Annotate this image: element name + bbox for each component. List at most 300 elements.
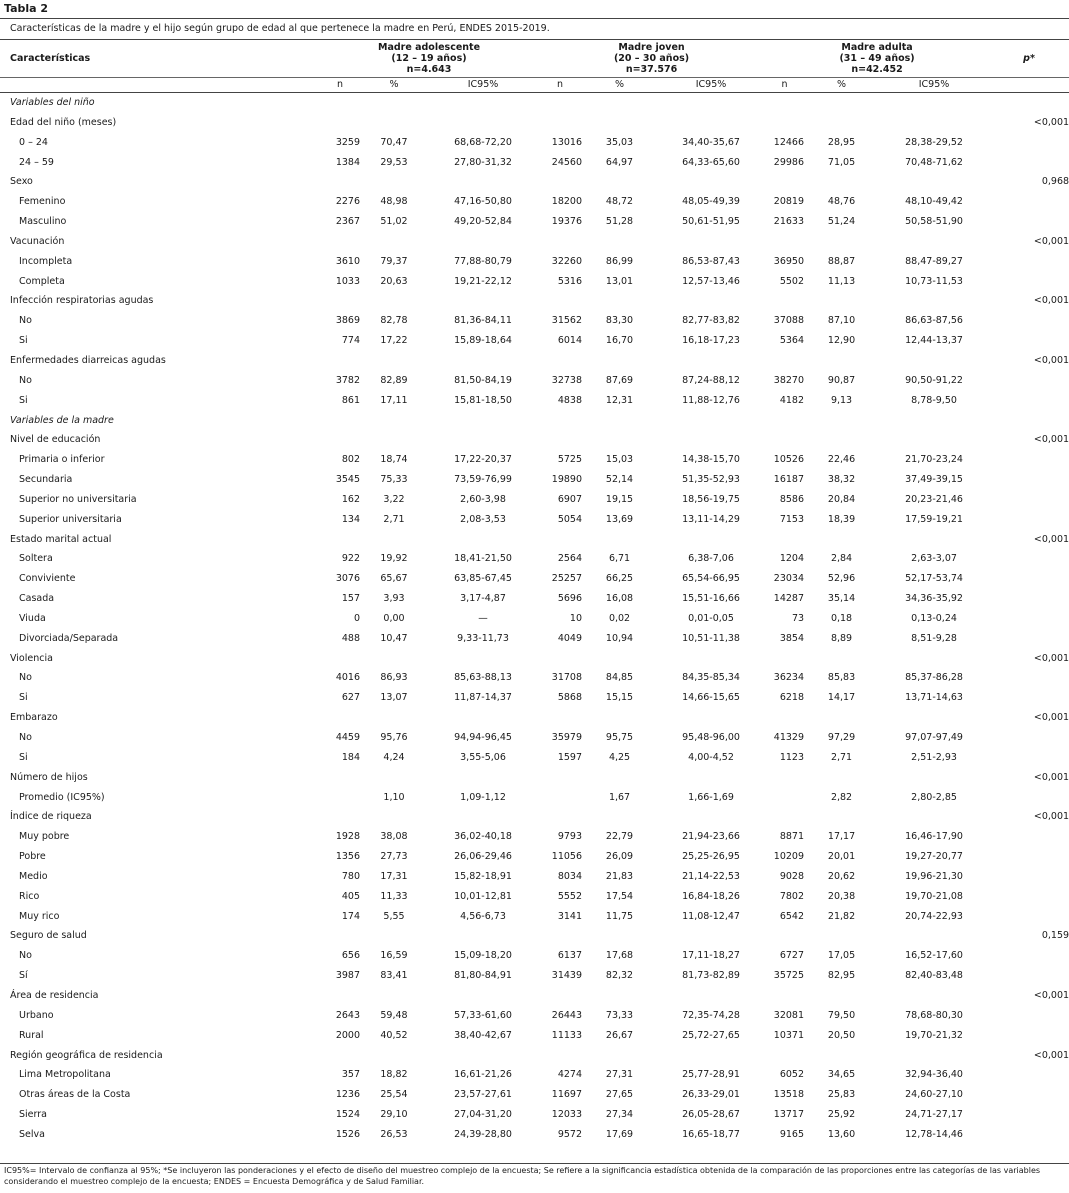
cell-n: 4049 xyxy=(557,632,583,644)
cell-pct: 0,02 xyxy=(608,612,631,624)
cell-pct: 3,93 xyxy=(383,593,405,605)
cell-n: 1123 xyxy=(779,751,805,763)
cell-pct: 87,10 xyxy=(827,315,856,327)
cell-n: 11056 xyxy=(551,851,583,863)
cell-ic95: 95,48-96,00 xyxy=(682,732,740,743)
cell-n: 5316 xyxy=(557,275,583,287)
cell-ic95: 72,35-74,28 xyxy=(682,1009,740,1021)
category-label: No xyxy=(19,315,32,327)
cell-pct: 26,67 xyxy=(605,1029,634,1041)
cell-n: 3782 xyxy=(335,374,360,386)
cell-empty xyxy=(657,113,765,133)
cell-p-value: <0,001 xyxy=(1033,771,1069,783)
cell-empty xyxy=(879,113,989,133)
cell-pct: 95,76 xyxy=(380,732,408,743)
category-row xyxy=(0,1006,1069,1026)
category-row xyxy=(0,450,1069,470)
cell-n: 1524 xyxy=(335,1109,360,1121)
cell-pct: 11,13 xyxy=(827,275,856,287)
variable-row xyxy=(0,351,1069,371)
cell-pct: 14,17 xyxy=(827,692,856,704)
group-range: (31 – 49 años) xyxy=(839,53,915,64)
cell-empty xyxy=(320,113,360,133)
cell-pct: 51,02 xyxy=(380,216,408,228)
cell-empty xyxy=(657,172,765,192)
cell-p-value: <0,001 xyxy=(1033,295,1069,307)
cell-empty xyxy=(582,113,657,133)
cell-ic95: 2,80-2,85 xyxy=(911,791,957,803)
cell-n: 5364 xyxy=(779,335,805,347)
cell-empty xyxy=(989,609,1069,629)
cell-pct: 29,10 xyxy=(380,1109,408,1121)
cell-ic95: 37,49-39,15 xyxy=(905,474,963,486)
category-label: Viuda xyxy=(19,612,46,624)
cell-empty xyxy=(320,649,360,669)
category-row xyxy=(0,549,1069,569)
cell-empty xyxy=(879,291,989,311)
cell-empty xyxy=(582,708,657,728)
cell-ic95: 20,23-21,46 xyxy=(905,493,963,505)
category-label: Rural xyxy=(19,1029,44,1041)
category-row xyxy=(0,490,1069,510)
cell-ic95: 12,78-14,46 xyxy=(905,1128,963,1140)
cell-pct: 82,78 xyxy=(380,315,408,327)
section-label: Variables del niño xyxy=(10,97,95,108)
cell-pct: 10,94 xyxy=(605,632,634,644)
category-row xyxy=(0,728,1069,748)
cell-ic95: 50,58-51,90 xyxy=(905,216,963,228)
variable-label: Vacunación xyxy=(10,235,65,247)
cell-pct: 2,84 xyxy=(830,553,853,565)
cell-empty xyxy=(989,272,1069,292)
cell-n: 32738 xyxy=(551,374,583,386)
cell-pct: 70,47 xyxy=(380,136,408,148)
cell-empty xyxy=(989,827,1069,847)
cell-pct: 79,50 xyxy=(827,1009,856,1021)
cell-n: 36234 xyxy=(773,672,805,684)
cell-pct: 17,68 xyxy=(605,950,634,962)
cell-empty xyxy=(582,430,657,450)
cell-ic95: 49,20-52,84 xyxy=(454,216,512,228)
cell-empty xyxy=(360,411,428,431)
cell-empty xyxy=(989,470,1069,490)
cell-pct: 82,32 xyxy=(605,970,634,982)
cell-pct: 95,75 xyxy=(605,732,634,743)
cell-ic95: 24,71-27,17 xyxy=(905,1109,963,1121)
variable-label: Infección respiratorias agudas xyxy=(10,295,154,307)
variable-label: Número de hijos xyxy=(10,771,88,783)
cell-empty xyxy=(989,1105,1069,1125)
cell-pct: 6,71 xyxy=(608,553,631,565)
cell-n: 73 xyxy=(791,612,805,624)
cell-pct: 22,79 xyxy=(605,831,634,843)
group-range: (12 – 19 años) xyxy=(391,53,467,64)
cell-p-value: <0,001 xyxy=(1033,989,1069,1001)
cell-ic95: 2,60-3,98 xyxy=(460,493,506,505)
table-label: Tabla 2 xyxy=(4,2,49,15)
cell-empty xyxy=(804,986,879,1006)
section-row xyxy=(0,93,1069,113)
cell-empty xyxy=(989,569,1069,589)
cell-ic95: 25,72-27,65 xyxy=(682,1029,740,1041)
header-group-adulta xyxy=(765,40,989,78)
cell-pct: 64,97 xyxy=(605,156,634,168)
cell-n: 1356 xyxy=(335,851,360,863)
cell-pct: 17,22 xyxy=(380,335,408,347)
variable-label: Enfermedades diarreicas agudas xyxy=(10,354,166,366)
cell-empty xyxy=(360,232,428,252)
category-row xyxy=(0,311,1069,331)
cell-empty xyxy=(320,430,360,450)
cell-ic95: 87,24-88,12 xyxy=(682,374,740,386)
cell-empty xyxy=(657,768,765,788)
cell-pct: 66,25 xyxy=(605,573,634,585)
cell-ic95: 70,48-71,62 xyxy=(905,156,963,168)
cell-empty xyxy=(765,986,804,1006)
cell-ic95: 3,17-4,87 xyxy=(460,593,506,605)
cell-pct: 65,67 xyxy=(380,573,408,585)
cell-ic95: 88,47-89,27 xyxy=(905,255,963,267)
cell-empty xyxy=(989,212,1069,232)
category-label: Si xyxy=(19,394,28,406)
cell-ic95: — xyxy=(478,612,488,624)
cell-ic95: 26,06-29,46 xyxy=(454,851,512,863)
cell-empty xyxy=(360,430,428,450)
cell-pct: 29,53 xyxy=(380,156,408,168)
cell-empty xyxy=(879,708,989,728)
category-label: Si xyxy=(19,751,28,763)
cell-n: 12033 xyxy=(551,1109,583,1121)
cell-n: 9165 xyxy=(779,1128,805,1140)
cell-empty xyxy=(765,708,804,728)
cell-p-value: <0,001 xyxy=(1033,116,1069,128)
cell-pct: 20,62 xyxy=(827,870,856,882)
section-row xyxy=(0,411,1069,431)
cell-ic95: 81,50-84,19 xyxy=(454,374,512,386)
variable-label: Embarazo xyxy=(10,712,58,724)
cell-empty xyxy=(538,708,582,728)
cell-empty xyxy=(657,530,765,550)
cell-pct: 15,03 xyxy=(605,454,634,466)
cell-pct: 25,92 xyxy=(827,1109,856,1121)
category-label: Divorciada/Separada xyxy=(19,632,119,644)
cell-pct: 22,46 xyxy=(827,454,856,466)
cell-pct: 75,33 xyxy=(380,474,408,486)
header-sub-ic: IC95% xyxy=(879,78,989,93)
category-row xyxy=(0,887,1069,907)
cell-n: 10371 xyxy=(773,1029,805,1041)
cell-pct: 34,65 xyxy=(827,1069,856,1081)
cell-empty xyxy=(765,1046,804,1066)
cell-ic95: 32,94-36,40 xyxy=(905,1069,963,1081)
cell-pct: 13,01 xyxy=(605,275,634,287)
cell-pct: 51,28 xyxy=(605,216,634,228)
cell-empty xyxy=(804,430,879,450)
cell-ic95: 97,07-97,49 xyxy=(905,732,963,743)
cell-pct: 82,95 xyxy=(827,970,856,982)
cell-n: 4016 xyxy=(335,672,360,684)
cell-ic95: 21,70-23,24 xyxy=(905,454,963,466)
cell-n: 5552 xyxy=(557,890,583,902)
cell-pct: 28,95 xyxy=(827,136,856,148)
cell-ic95: 16,61-21,26 xyxy=(454,1069,512,1081)
cell-ic95: 12,57-13,46 xyxy=(682,275,740,287)
cell-empty xyxy=(879,1046,989,1066)
cell-empty xyxy=(879,926,989,946)
cell-n: 9028 xyxy=(779,870,805,882)
category-label: Sierra xyxy=(19,1109,47,1121)
cell-empty xyxy=(989,1085,1069,1105)
category-label: Si xyxy=(19,692,28,704)
group-title: Madre joven xyxy=(618,42,685,53)
cell-empty xyxy=(428,430,538,450)
cell-n: 7802 xyxy=(779,890,805,902)
cell-empty xyxy=(538,807,582,827)
cell-ic95: 16,18-17,23 xyxy=(682,335,740,347)
cell-n: 8586 xyxy=(779,493,805,505)
category-label: No xyxy=(19,732,32,743)
cell-n: 36950 xyxy=(773,255,805,267)
cell-pct: 86,99 xyxy=(605,255,634,267)
section-label: Variables de la madre xyxy=(10,414,114,426)
cell-pct: 21,82 xyxy=(827,910,856,922)
cell-pct: 88,87 xyxy=(827,255,856,267)
category-label: Completa xyxy=(19,275,65,287)
cell-ic95: 65,54-66,95 xyxy=(682,573,740,585)
group-n: n=42.452 xyxy=(851,64,903,75)
cell-ic95: 64,33-65,60 xyxy=(682,156,740,168)
cell-n: 32081 xyxy=(773,1009,805,1021)
cell-n: 5696 xyxy=(557,593,583,605)
cell-ic95: 19,96-21,30 xyxy=(905,870,963,882)
cell-pct: 27,65 xyxy=(605,1089,634,1101)
cell-ic95: 1,09-1,12 xyxy=(460,791,506,803)
cell-p-value: <0,001 xyxy=(1033,811,1069,823)
cell-ic95: 14,66-15,65 xyxy=(682,692,740,704)
cell-n: 2643 xyxy=(335,1009,360,1021)
header-group-adolescente xyxy=(320,40,538,78)
cell-empty xyxy=(989,252,1069,272)
cell-empty xyxy=(989,192,1069,212)
cell-n: 19376 xyxy=(551,216,583,228)
cell-ic95: 21,94-23,66 xyxy=(682,831,740,843)
cell-pct: 16,70 xyxy=(605,335,634,347)
cell-p-value: <0,001 xyxy=(1033,1049,1069,1061)
cell-n: 1236 xyxy=(335,1089,360,1101)
table-body xyxy=(0,93,1069,1145)
cell-n: 6218 xyxy=(779,692,805,704)
cell-pct: 5,55 xyxy=(383,910,405,922)
cell-empty xyxy=(320,530,360,550)
cell-empty xyxy=(989,411,1069,431)
cell-n: 31439 xyxy=(551,970,583,982)
cell-ic95: 2,63-3,07 xyxy=(911,553,957,565)
cell-ic95: 17,11-18,27 xyxy=(682,950,740,962)
cell-ic95: 26,05-28,67 xyxy=(682,1109,740,1121)
cell-pct: 4,24 xyxy=(383,751,405,763)
cell-pct: 20,38 xyxy=(827,890,856,902)
table-caption: Características de la madre y el hijo según grupo de edad al que pertenece la madre en Perú, ENDES 2015-2019. xyxy=(10,23,550,34)
category-row xyxy=(0,946,1069,966)
cell-n: 13016 xyxy=(551,136,583,148)
cell-n: 357 xyxy=(341,1069,360,1081)
cell-n: 5054 xyxy=(557,513,583,525)
cell-empty xyxy=(989,748,1069,768)
category-label: Selva xyxy=(19,1128,45,1140)
category-row xyxy=(0,252,1069,272)
cell-ic95: 11,87-14,37 xyxy=(454,692,512,704)
category-label: Superior no universitaria xyxy=(19,493,137,505)
cell-empty xyxy=(320,172,360,192)
cell-n: 10 xyxy=(569,612,583,624)
cell-p-value: <0,001 xyxy=(1033,533,1069,545)
cell-empty xyxy=(989,966,1069,986)
cell-ic95: 50,61-51,95 xyxy=(682,216,740,228)
header-sub-n: n xyxy=(538,78,582,93)
cell-ic95: 81,36-84,11 xyxy=(454,315,512,327)
cell-ic95: 19,21-22,12 xyxy=(454,275,512,287)
cell-n xyxy=(320,788,360,808)
cell-pct: 38,08 xyxy=(380,831,408,843)
cell-pct: 17,17 xyxy=(827,831,856,843)
cell-empty xyxy=(879,411,989,431)
category-row xyxy=(0,688,1069,708)
cell-empty xyxy=(538,926,582,946)
cell-empty xyxy=(582,926,657,946)
cell-empty xyxy=(879,807,989,827)
cell-empty xyxy=(582,351,657,371)
cell-pct: 13,07 xyxy=(380,692,408,704)
cell-pct: 9,13 xyxy=(830,394,853,406)
cell-empty xyxy=(765,351,804,371)
cell-pct: 19,92 xyxy=(380,553,408,565)
cell-n: 31708 xyxy=(551,672,583,684)
cell-n: 12466 xyxy=(773,136,805,148)
category-label: Medio xyxy=(19,870,48,882)
cell-empty xyxy=(428,768,538,788)
cell-n: 4182 xyxy=(779,394,805,406)
cell-empty xyxy=(989,1006,1069,1026)
cell-pct: 90,87 xyxy=(827,374,856,386)
cell-ic95: 68,68-72,20 xyxy=(454,136,512,148)
cell-ic95: 4,00-4,52 xyxy=(688,751,734,763)
cell-pct: 17,11 xyxy=(380,394,408,406)
cell-pct: 21,83 xyxy=(605,870,634,882)
group-n: n=37.576 xyxy=(625,64,678,75)
cell-empty xyxy=(804,708,879,728)
variable-label: Estado marital actual xyxy=(10,533,112,545)
cell-n: 3076 xyxy=(335,573,360,585)
category-row xyxy=(0,391,1069,411)
cell-empty xyxy=(538,291,582,311)
header-sub-pct: % xyxy=(360,78,428,93)
cell-ic95: 13,11-14,29 xyxy=(682,513,740,525)
category-row xyxy=(0,470,1069,490)
data-table xyxy=(0,40,1069,1145)
cell-pct: 19,15 xyxy=(605,493,634,505)
cell-ic95: 78,68-80,30 xyxy=(905,1009,963,1021)
cell-pct: 2,71 xyxy=(383,513,405,525)
cell-pct: 12,90 xyxy=(827,335,856,347)
cell-empty xyxy=(428,807,538,827)
cell-n: 2000 xyxy=(335,1029,360,1041)
cell-ic95: 2,08-3,53 xyxy=(460,513,506,525)
cell-n: 20819 xyxy=(773,196,805,208)
cell-ic95: 23,57-27,61 xyxy=(454,1089,512,1101)
cell-empty xyxy=(765,411,804,431)
cell-empty xyxy=(657,649,765,669)
cell-n: 11133 xyxy=(551,1029,583,1041)
cell-n: 3141 xyxy=(557,910,583,922)
cell-p-value: 0,968 xyxy=(1041,176,1069,188)
cell-ic95: 0,01-0,05 xyxy=(688,612,734,624)
cell-pct: 82,89 xyxy=(380,374,408,386)
cell-ic95: 2,51-2,93 xyxy=(911,751,957,763)
cell-empty xyxy=(538,351,582,371)
cell-pct: 17,54 xyxy=(605,890,634,902)
cell-empty xyxy=(989,907,1069,927)
cell-empty xyxy=(804,113,879,133)
cell-ic95: 11,88-12,76 xyxy=(682,394,740,406)
cell-empty xyxy=(582,986,657,1006)
cell-pct: 18,39 xyxy=(827,513,856,525)
cell-n: 18200 xyxy=(551,196,583,208)
footer-rule xyxy=(0,1163,1069,1164)
cell-n: 5868 xyxy=(557,692,583,704)
cell-n: 6052 xyxy=(779,1069,805,1081)
category-row xyxy=(0,589,1069,609)
cell-ic95: 81,73-82,89 xyxy=(682,970,740,982)
cell-empty xyxy=(804,411,879,431)
cell-empty xyxy=(320,351,360,371)
cell-empty xyxy=(538,1046,582,1066)
cell-empty xyxy=(657,351,765,371)
cell-empty xyxy=(879,232,989,252)
cell-ic95: 86,63-87,56 xyxy=(905,315,963,327)
cell-empty xyxy=(428,351,538,371)
cell-empty xyxy=(989,867,1069,887)
cell-empty xyxy=(804,172,879,192)
cell-ic95: 17,59-19,21 xyxy=(905,513,963,525)
cell-empty xyxy=(879,986,989,1006)
cell-empty xyxy=(989,510,1069,530)
cell-ic95: 9,33-11,73 xyxy=(457,632,509,644)
cell-empty xyxy=(320,1046,360,1066)
cell-n: 627 xyxy=(341,692,360,704)
cell-ic95: 48,10-49,42 xyxy=(905,196,963,208)
cell-empty xyxy=(428,1046,538,1066)
cell-ic95: 51,35-52,93 xyxy=(682,474,740,486)
cell-ic95: 82,40-83,48 xyxy=(905,970,963,982)
cell-empty xyxy=(538,172,582,192)
cell-ic95: 90,50-91,22 xyxy=(905,374,963,386)
cell-ic95: 6,38-7,06 xyxy=(688,553,734,565)
cell-ic95: 11,08-12,47 xyxy=(682,910,740,922)
category-label: Rico xyxy=(19,890,40,902)
variable-label: Índice de riqueza xyxy=(10,811,92,823)
cell-empty xyxy=(989,688,1069,708)
cell-empty xyxy=(989,887,1069,907)
cell-empty xyxy=(989,549,1069,569)
cell-empty xyxy=(879,351,989,371)
cell-pct: 59,48 xyxy=(380,1009,408,1021)
category-row xyxy=(0,907,1069,927)
cell-p-value: <0,001 xyxy=(1033,354,1069,366)
category-label: Otras áreas de la Costa xyxy=(19,1089,131,1101)
cell-pct: 16,59 xyxy=(380,950,408,962)
cell-empty xyxy=(804,926,879,946)
variable-label: Seguro de salud xyxy=(10,930,87,942)
